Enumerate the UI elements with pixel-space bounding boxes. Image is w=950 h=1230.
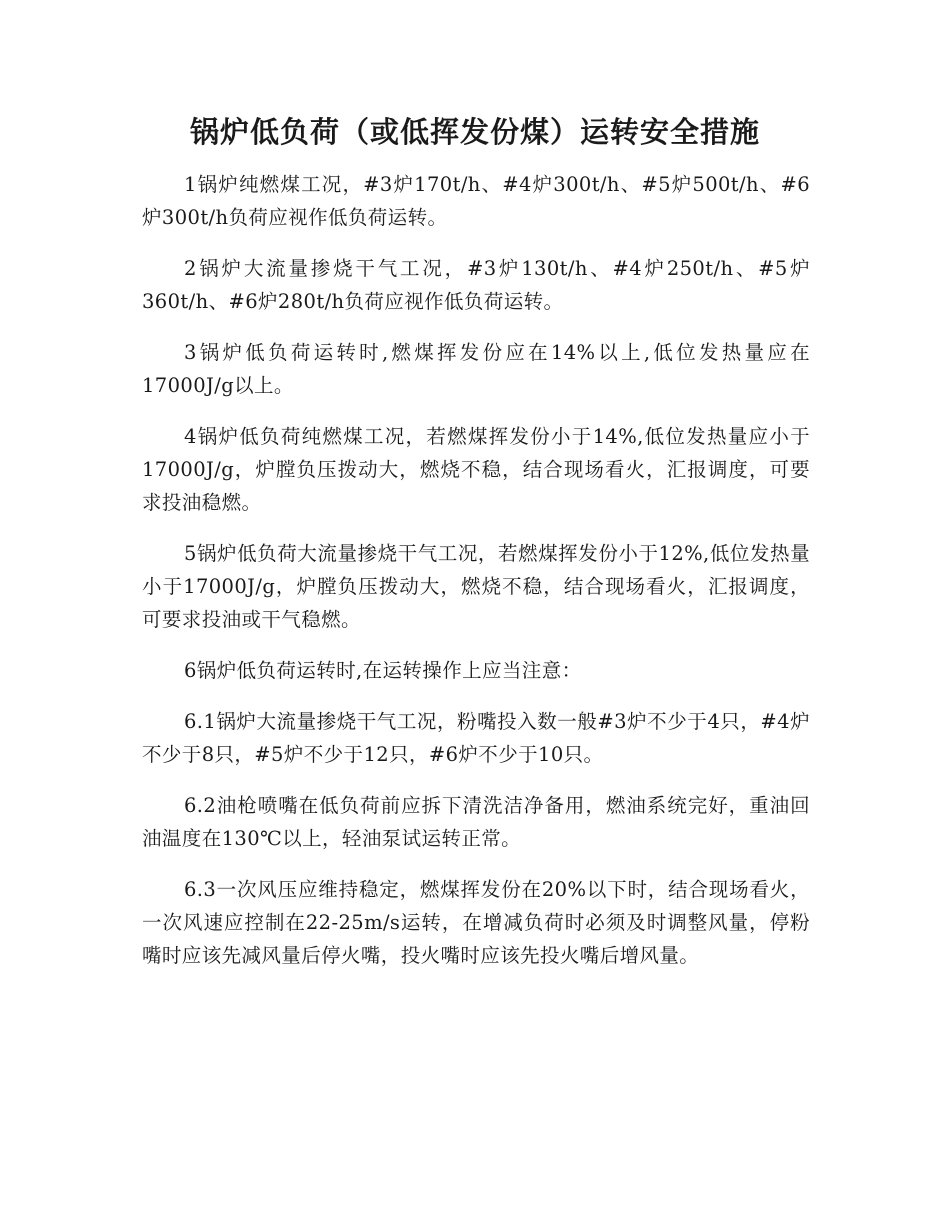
paragraph-5: 5锅炉低负荷大流量掺烧干气工况，若燃煤挥发份小于12%,低位发热量小于17000J/g，炉膛负压拨动大，燃烧不稳，结合现场看火，汇报调度，可要求投油或干气稳燃。 — [142, 542, 810, 631]
document-title: 锅炉低负荷（或低挥发份煤）运转安全措施 — [189, 115, 760, 149]
document-body — [142, 168, 810, 990]
paragraph-4: 4锅炉低负荷纯燃煤工况，若燃煤挥发份小于14%,低位发热量应小于17000J/g，炉膛负压拨动大，燃烧不稳，结合现场看火，汇报调度，可要求投油稳燃。 — [142, 425, 810, 514]
paragraph-2: 2锅炉大流量掺烧干气工况，#3炉130t/h、#4炉250t/h、#5炉360t/h、#6炉280t/h负荷应视作低负荷运转。 — [142, 257, 810, 313]
paragraph-6-2: 6.2油枪喷嘴在低负荷前应拆下清洗洁净备用，燃油系统完好，重油回油温度在130℃以上，轻油泵试运转正常。 — [142, 794, 810, 850]
paragraph-1: 1锅炉纯燃煤工况，#3炉170t/h、#4炉300t/h、#5炉500t/h、#6炉300t/h负荷应视作低负荷运转。 — [142, 173, 810, 229]
paragraph-3: 3锅炉低负荷运转时,燃煤挥发份应在14%以上,低位发热量应在17000J/g以上。 — [142, 341, 810, 397]
paragraph-6-1: 6.1锅炉大流量掺烧干气工况，粉嘴投入数一般#3炉不少于4只，#4炉不少于8只，#5炉不少于12只，#6炉不少于10只。 — [142, 710, 810, 766]
paragraph-6: 6锅炉低负荷运转时,在运转操作上应当注意： — [184, 659, 582, 682]
paragraph-6-3: 6.3一次风压应维持稳定，燃煤挥发份在20%以下时，结合现场看火，一次风速应控制在22-25m/s运转，在增减负荷时必须及时调整风量，停粉嘴时应该先减风量后停火嘴，投火嘴时应该先投火嘴后增风量。 — [142, 878, 810, 967]
